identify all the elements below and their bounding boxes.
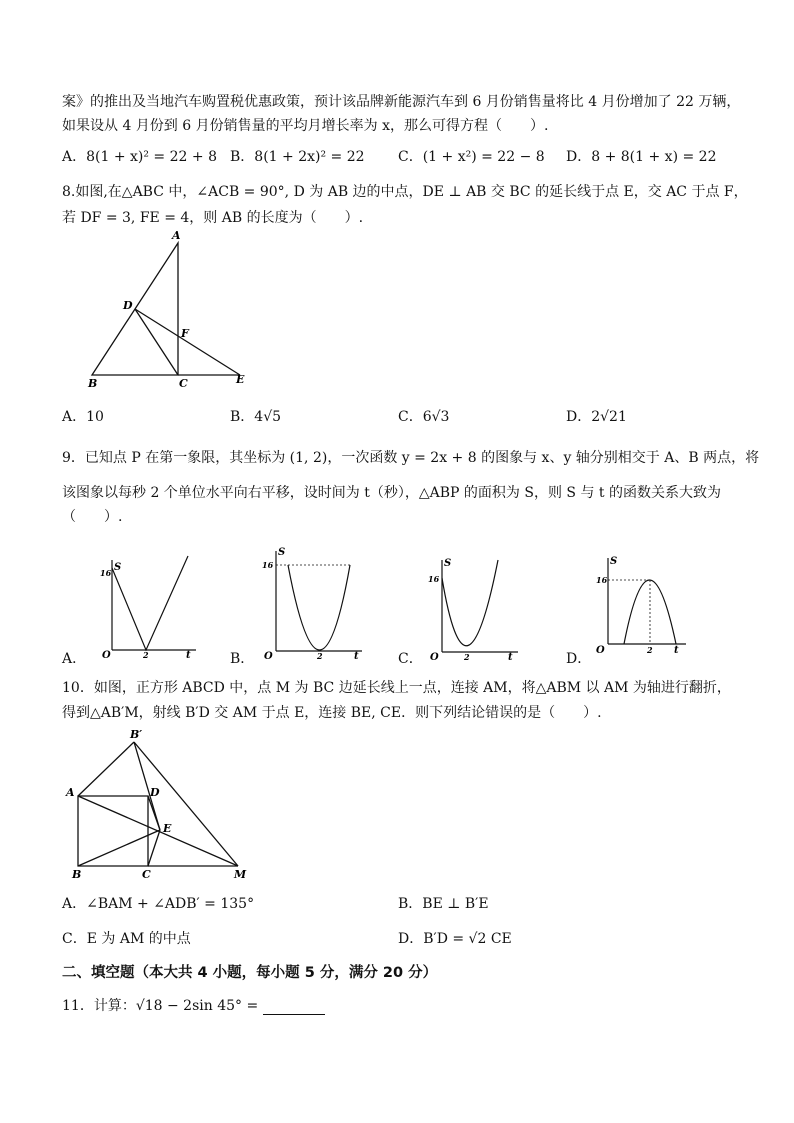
q8-line2: 若 DF = 3, FE = 4，则 AB 的长度为（ ）. bbox=[62, 210, 364, 226]
q10-square-figure bbox=[62, 726, 262, 884]
svg-text:S: S bbox=[610, 556, 618, 567]
q9-line2: 该图象以每秒 2 个单位水平向右平移，设时间为 t（秒），△ABP 的面积为 S，则 S 与 t 的函数关系大致为 bbox=[62, 485, 721, 501]
svg-text:O: O bbox=[430, 652, 439, 663]
svg-text:2: 2 bbox=[464, 652, 470, 662]
q11-text: 11．计算：√18 − 2sin 45° = bbox=[62, 998, 259, 1014]
q7-line1: 案》的推出及当地汽车购置税优惠政策，预计该品牌新能源汽车到 6 月份销售量将比 4 月份增加了 22 万辆， bbox=[62, 94, 741, 110]
label-b: B bbox=[72, 868, 82, 881]
svg-text:t: t bbox=[354, 651, 359, 662]
label-f: F bbox=[181, 327, 189, 340]
svg-text:t: t bbox=[508, 652, 513, 663]
q9-line3: （ ）. bbox=[62, 509, 123, 525]
label-e: E bbox=[236, 373, 245, 386]
q11-line bbox=[62, 997, 325, 1015]
label-m: M bbox=[234, 868, 247, 881]
q9-graph-a bbox=[92, 550, 202, 662]
svg-text:S: S bbox=[114, 562, 122, 573]
q8-option-c: C．6√3 bbox=[398, 409, 450, 425]
svg-text:O: O bbox=[596, 645, 605, 656]
q10-option-d: D．B′D = √2 CE bbox=[398, 931, 512, 947]
q7-option-a: A．8(1 + x)² = 22 + 8 bbox=[62, 149, 217, 165]
svg-text:2: 2 bbox=[317, 651, 323, 661]
label-e: E bbox=[163, 822, 172, 835]
square-abcd bbox=[78, 796, 148, 866]
segment-dc bbox=[135, 309, 178, 375]
q8-option-d: D．2√21 bbox=[566, 409, 627, 425]
q8-option-a: A．10 bbox=[62, 409, 104, 425]
q9-graph-c bbox=[424, 552, 524, 664]
svg-text:16: 16 bbox=[100, 568, 112, 578]
label-c: C bbox=[142, 868, 151, 881]
section-title: 二、填空题（本大共 4 小题，每小题 5 分，满分 20 分） bbox=[62, 965, 438, 981]
q10-option-b: B．BE ⊥ B′E bbox=[398, 896, 489, 912]
q8-triangle-figure bbox=[80, 225, 260, 390]
label-a: A bbox=[66, 786, 75, 799]
q9-line1: 9．已知点 P 在第一象限，其坐标为 (1, 2)，一次函数 y = 2x + 8 的图象与 x、y 轴分别相交于 A、B 两点，将 bbox=[62, 450, 760, 466]
q7-option-c: C．(1 + x²) = 22 − 8 bbox=[398, 149, 545, 165]
svg-text:t: t bbox=[186, 650, 191, 661]
svg-text:O: O bbox=[264, 651, 273, 662]
q10-option-a: A．∠BAM + ∠ADB′ = 135° bbox=[62, 896, 255, 912]
q7-option-b: B．8(1 + 2x)² = 22 bbox=[230, 149, 365, 165]
label-b: B bbox=[88, 377, 98, 390]
q9-graph-d bbox=[594, 552, 694, 662]
svg-text:S: S bbox=[444, 558, 452, 569]
svg-text:2: 2 bbox=[143, 650, 149, 660]
label-d: D bbox=[123, 299, 133, 312]
q7-option-d: D．8 + 8(1 + x) = 22 bbox=[566, 149, 717, 165]
svg-text:t: t bbox=[674, 645, 679, 656]
svg-text:16: 16 bbox=[428, 574, 440, 584]
svg-text:16: 16 bbox=[596, 575, 608, 585]
q10-line1: 10．如图，正方形 ABCD 中，点 M 为 BC 边延长线上一点，连接 AM，将△ABM 以 AM 为轴进行翻折， bbox=[62, 680, 731, 696]
q9-option-d: D． bbox=[566, 651, 592, 667]
q10-option-c: C．E 为 AM 的中点 bbox=[62, 931, 191, 947]
label-b-prime: B′ bbox=[130, 728, 143, 741]
label-a: A bbox=[172, 229, 181, 242]
q9-option-a: A． bbox=[62, 651, 87, 667]
q11-answer-blank[interactable] bbox=[263, 1000, 325, 1015]
q8-option-b: B．4√5 bbox=[230, 409, 282, 425]
svg-text:O: O bbox=[102, 650, 111, 661]
svg-text:16: 16 bbox=[262, 560, 274, 570]
q8-line1: 8.如图,在△ABC 中，∠ACB = 90°, D 为 AB 边的中点，DE ⊥ AB 交 BC 的延长线于点 E，交 AC 于点 F， bbox=[62, 184, 748, 200]
svg-text:2: 2 bbox=[647, 645, 653, 655]
segment-de bbox=[135, 309, 240, 375]
label-d: D bbox=[150, 786, 160, 799]
label-c: C bbox=[179, 377, 188, 390]
q10-line2: 得到△AB′M，射线 B′D 交 AM 于点 E，连接 BE, CE．则下列结论错误的是（ ）. bbox=[62, 705, 602, 721]
q9-graph-b bbox=[258, 545, 368, 663]
q9-option-c: C． bbox=[398, 651, 423, 667]
svg-text:S: S bbox=[278, 547, 286, 558]
q9-option-b: B． bbox=[230, 651, 255, 667]
q7-line2: 如果设从 4 月份到 6 月份销售量的平均月增长率为 x，那么可得方程（ ）. bbox=[62, 118, 549, 134]
